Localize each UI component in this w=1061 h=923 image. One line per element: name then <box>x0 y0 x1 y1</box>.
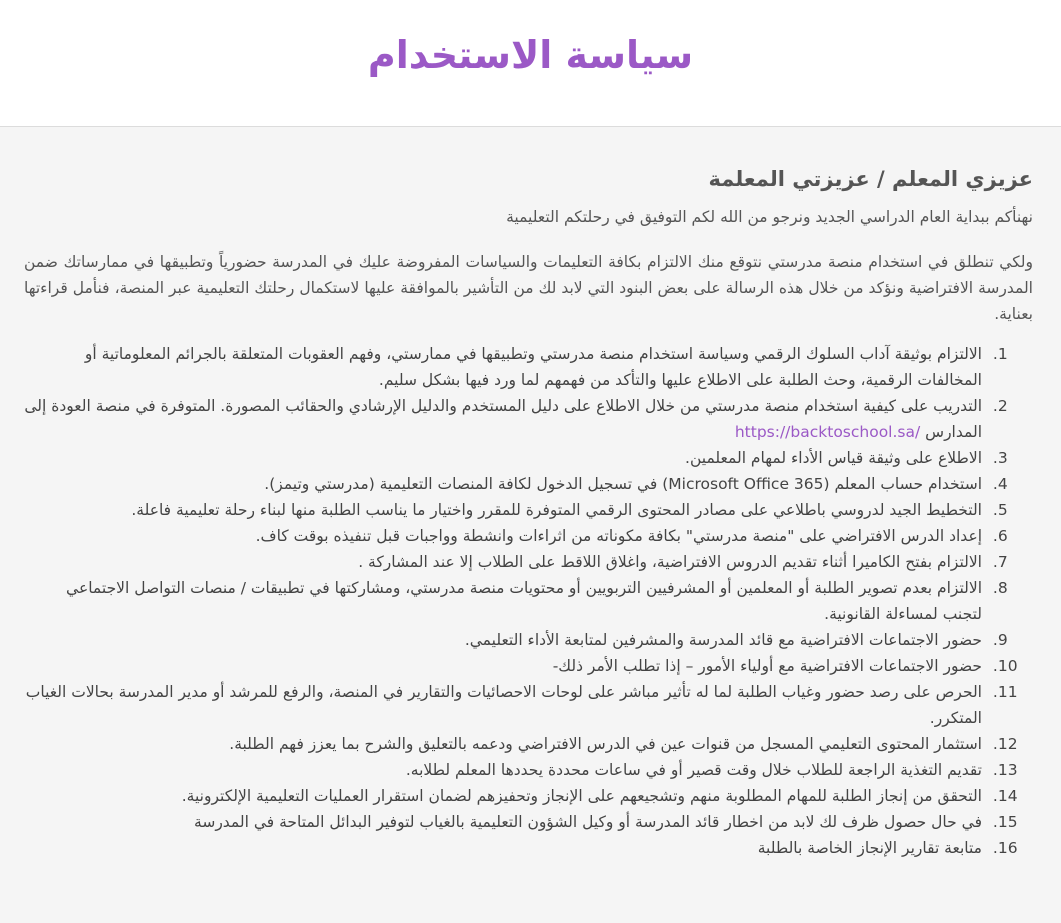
policy-item <box>24 497 988 523</box>
policy-item <box>24 393 988 445</box>
policy-item <box>24 471 988 497</box>
policy-item <box>24 341 988 393</box>
policy-paragraph: ولكي تنطلق في استخدام منصة مدرستي نتوقع منك الالتزام بكافة التعليمات والسياسات المفروضة عليك في المدرسة حضورياً وتطبيقها في ممارساتك ضمن المدرسة الافتراضية ونؤكد من خلال هذه الرسالة على بعض البنود التي لابد لك من التأشير بالموافقة عليها لاستكمال رحلتك التعليمية عبر المنصة، فنأمل قراءتها بعناية. <box>24 253 1033 323</box>
policy-item-text: الحرص على رصد حضور وغياب الطلبة لما له تأثير مباشر على لوحات الاحصائيات والتقارير في المنصة، والرفع للمرشد أو مدير المدرسة بحالات الغياب المتكرر. <box>25 683 982 727</box>
policy-item <box>24 679 988 731</box>
policy-item-text: إعداد الدرس الافتراضي على "منصة مدرستي" بكافة مكوناته من اثراءات وانشطة وواجبات قبل تنفيذه بوقت كاف. <box>255 527 982 545</box>
page-title: سياسة الاستخدام <box>367 33 694 77</box>
policy-item-text: استخدام حساب المعلم (Microsoft Office 365) في تسجيل الدخول لكافة المنصات التعليمية (مدرستي وتيمز). <box>264 475 982 493</box>
policy-item-text: حضور الاجتماعات الافتراضية مع قائد المدرسة والمشرفين لمتابعة الأداء التعليمي. <box>464 631 982 649</box>
policy-item-text: الالتزام بوثيقة آداب السلوك الرقمي وسياسة استخدام منصة مدرستي وتطبيقها في ممارستي، وفهم العقوبات المتعلقة بالجرائم المعلوماتية أو المخالفات الرقمية، وحث الطلبة على الاطلاع عليها والتأكد من فهمهم لما ورد فيها بشكل سليم. <box>84 345 982 389</box>
policy-item-text: استثمار المحتوى التعليمي المسجل من قنوات عين في الدرس الافتراضي ودعمه بالتعليق والشرح بما يعزز فهم الطلبة. <box>229 735 982 753</box>
page-header <box>0 0 1061 127</box>
policy-item-text: تقديم التغذية الراجعة للطلاب خلال وقت قصير أو في ساعات محددة يحددها المعلم لطلابه. <box>405 761 982 779</box>
policy-item-text: التدريب على كيفية استخدام منصة مدرستي من خلال الاطلاع على دليل المستخدم والدليل الإرشادي والحقائب المصورة. المتوفرة في منصة العودة إلى المدارس <box>24 397 982 441</box>
policy-item-text: التخطيط الجيد لدروسي باطلاعي على مصادر المحتوى الرقمي المتوفرة للمقرر واختيار ما يناسب الطلبة منها لبناء رحلة تعليمية فاعلة. <box>131 501 982 519</box>
policy-item-text: الاطلاع على وثيقة قياس الأداء لمهام المعلمين. <box>685 449 982 467</box>
policy-item <box>24 523 988 549</box>
policy-item <box>24 835 988 861</box>
greeting-heading: عزيزي المعلم / عزيزتي المعلمة <box>708 167 1033 191</box>
intro-text: نهنأكم ببداية العام الدراسي الجديد ونرجو من الله لكم التوفيق في رحلتكم التعليمية <box>506 208 1033 226</box>
policy-item-text: التحقق من إنجاز الطلبة للمهام المطلوبة منهم وتشجيعهم على الإنجاز وتحفيزهم لضمان استقرار العمليات التعليمية الإلكترونية. <box>181 787 982 805</box>
backtoschool-link[interactable]: https://backtoschool.sa/ <box>734 423 921 441</box>
policy-list <box>24 341 1033 861</box>
policy-item <box>24 757 988 783</box>
policy-item <box>24 653 988 679</box>
policy-item-text: الالتزام بفتح الكاميرا أثناء تقديم الدروس الافتراضية، واغلاق اللاقط على الطلاب إلا عند المشاركة . <box>358 553 982 571</box>
policy-item <box>24 549 988 575</box>
policy-item-text: الالتزام بعدم تصوير الطلبة أو المعلمين أو المشرفيين التربويين أو محتويات منصة مدرستي، ومشاركتها في تطبيقات / منصات التواصل الاجتماعي لتجنب لمساءلة القانونية. <box>66 579 982 623</box>
policy-item <box>24 809 988 835</box>
policy-item <box>24 783 988 809</box>
policy-item-text: حضور الاجتماعات الافتراضية مع أولياء الأمور – إذا تطلب الأمر ذلك- <box>552 657 982 675</box>
policy-item-text: في حال حصول ظرف لك لابد من اخطار قائد المدرسة أو وكيل الشؤون التعليمية بالغياب لتوفير البدائل المتاحة في المدرسة <box>194 813 982 831</box>
policy-item-text: متابعة تقارير الإنجاز الخاصة بالطلبة <box>757 839 982 857</box>
policy-content <box>24 128 1033 861</box>
policy-item <box>24 575 988 627</box>
policy-item <box>24 627 988 653</box>
policy-item <box>24 445 988 471</box>
policy-item <box>24 731 988 757</box>
